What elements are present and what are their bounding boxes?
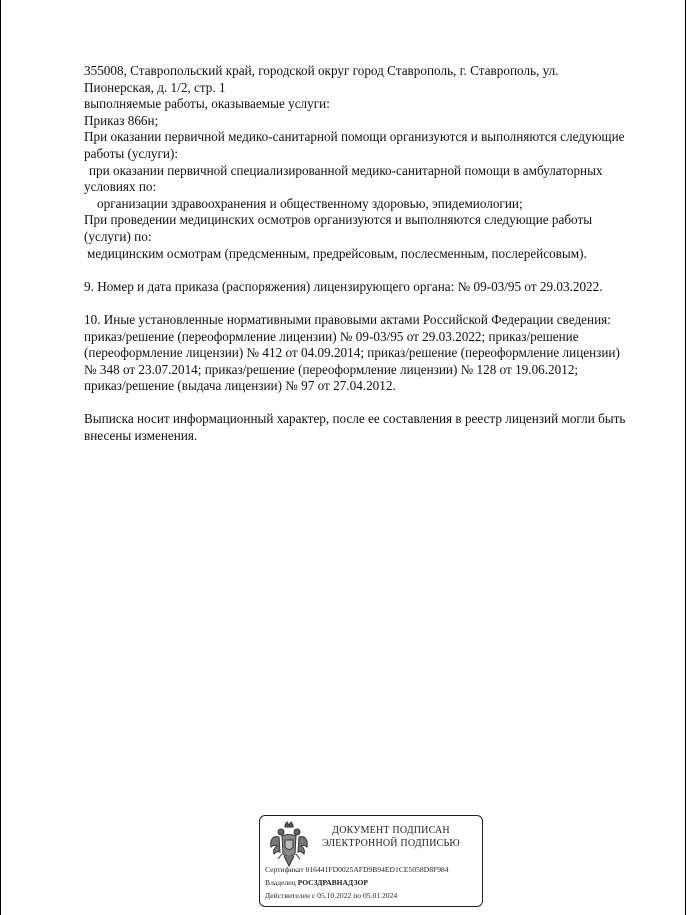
specialized-care-line-2: условиях по: [84,179,157,195]
stamp-title-line-2: ЭЛЕКТРОННОЙ ПОДПИСЬЮ [322,837,460,849]
primary-care-line-1: При оказании первичной медико-санитарной помощи организуются и выполняются следующие [84,129,625,145]
owner-row [265,878,368,888]
validity-value: с 05.10.2022 по 05.01.2024 [311,891,398,900]
medical-exams-line-1: При проведении медицинских осмотров организуются и выполняются следующие работы [84,212,593,228]
electronic-signature-stamp [259,815,483,907]
address-line-1: 355008, Ставропольский край, городской округ город Ставрополь, г. Ставрополь, ул. [84,63,559,78]
certificate-row [265,865,449,875]
validity-row [265,891,397,901]
disclaimer-line-2: внесены изменения. [84,428,198,444]
validity-label: Действителен [265,891,310,900]
item-10-line-4: № 348 от 23.07.2014; приказ/решение (переоформление лицензии) № 128 от 19.06.2012; [84,361,579,377]
item-10-line-2: приказ/решение (переоформление лицензии) № 09-03/95 от 29.03.2022; приказ/решение [84,328,579,344]
owner-label: Владелец [265,878,296,887]
specialized-care-line-1: при оказании первичной специализированной медико-санитарной помощи в амбулаторных [89,162,603,178]
item-10-line-5: приказ/решение (выдача лицензии) № 97 от 27.04.2012. [84,378,396,394]
item-10-line-1: 10. Иные установленные нормативными правовыми актами Российской Федерации сведения: [84,311,611,327]
medical-exams-line-2: (услуги) по: [84,228,152,244]
stamp-title [316,825,466,850]
medical-exams-item: медицинским осмотрам (предсменным, предрейсовым, послесменным, послерейсовым). [87,245,587,261]
address-line-2: Пионерская, д. 1/2, стр. 1 [84,79,226,95]
owner-value: РОСЗДРАВНАДЗОР [297,878,369,887]
coat-of-arms-icon [268,821,310,869]
item-9-order: 9. Номер и дата приказа (распоряжения) лицензирующего органа: № 09-03/95 от 29.03.2022. [84,278,603,294]
disclaimer-line-1: Выписка носит информационный характер, после ее составления в реестр лицензий могли быть [84,411,626,427]
certificate-value: 016441FD0025AFD9B94ED1CE5058D8F984 [305,865,449,874]
services-heading: выполняемые работы, оказываемые услуги: [84,96,330,112]
order-reference: Приказ 866н; [84,112,159,128]
document-body [84,63,664,445]
specialty-item: организации здравоохранения и общественному здоровью, эпидемиологии; [97,195,523,211]
certificate-label: Сертификат [265,865,304,874]
item-10-line-3: (переоформление лицензии) № 412 от 04.09.2014; приказ/решение (переоформление лицензии) [84,345,620,361]
stamp-title-line-1: ДОКУМЕНТ ПОДПИСАН [332,825,450,836]
primary-care-line-2: работы (услуги): [84,145,179,161]
